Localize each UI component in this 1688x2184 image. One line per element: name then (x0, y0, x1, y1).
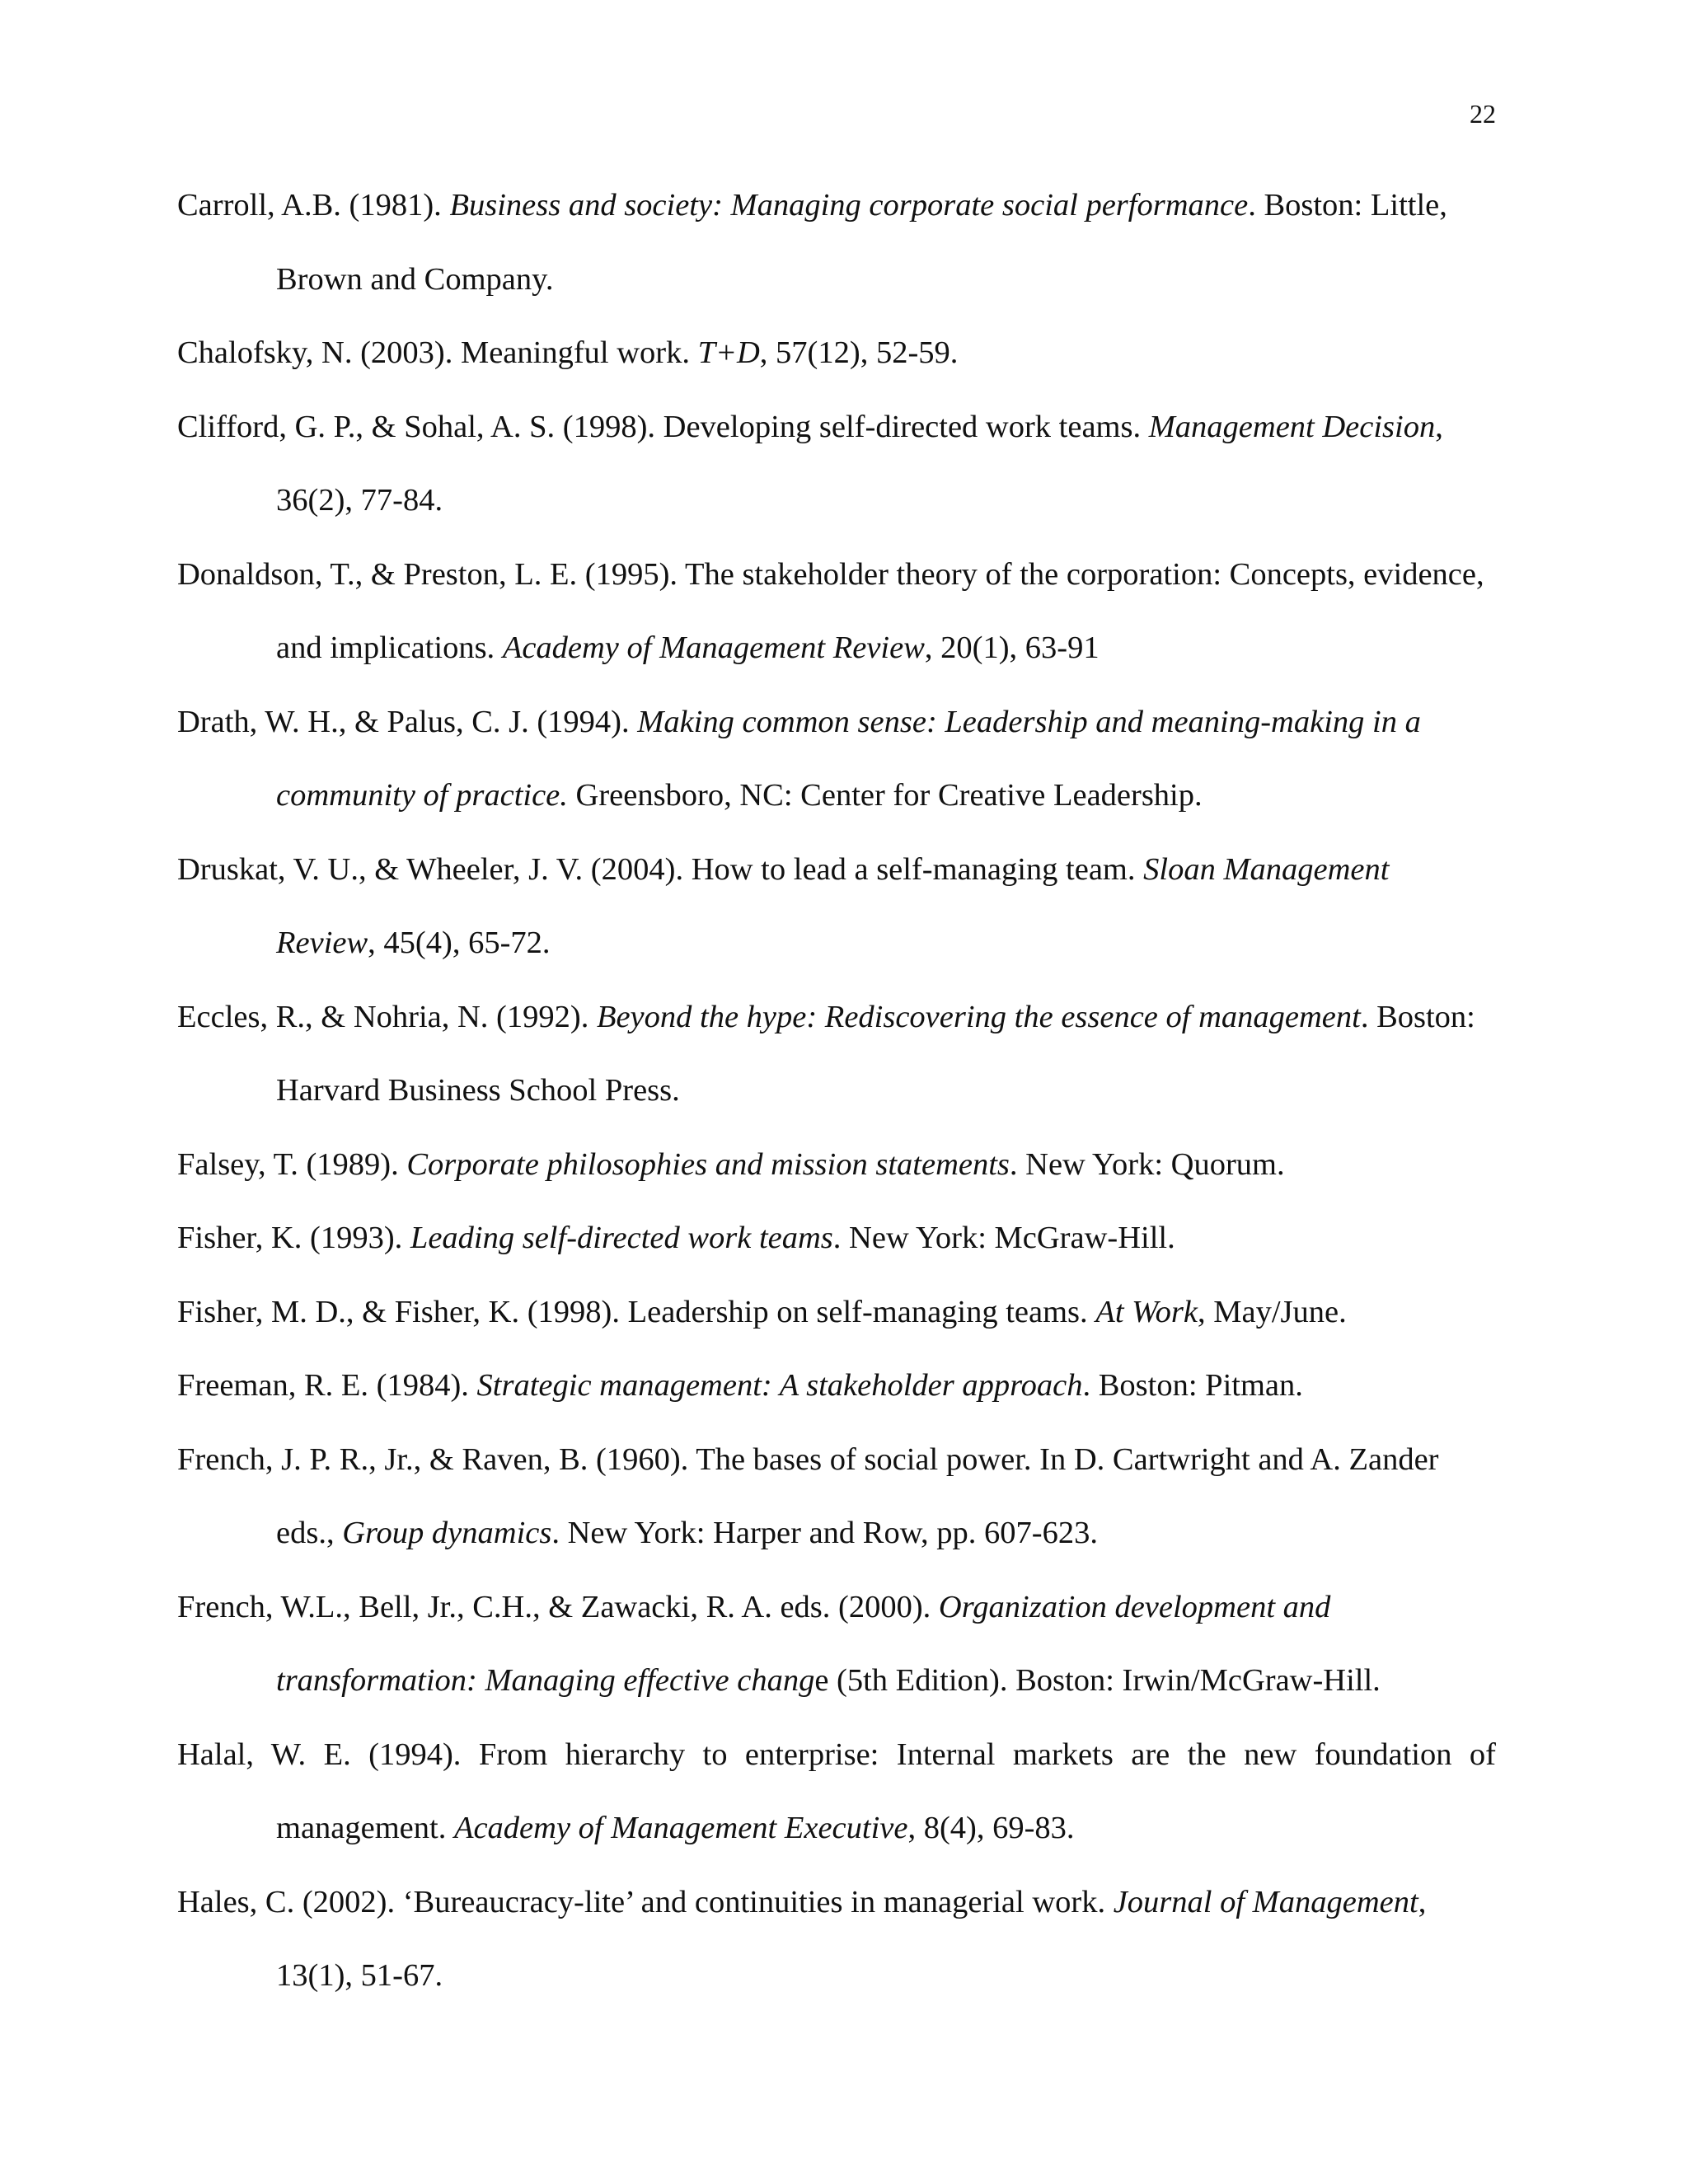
reference-entry (177, 1423, 1496, 1571)
reference-text: . Boston: Pitman. (1082, 1368, 1303, 1403)
reference-title: Corporate philosophies and mission statements (406, 1146, 1010, 1182)
reference-entry (177, 316, 1496, 391)
reference-text: . Boston: Harvard Business School Press. (276, 999, 1475, 1108)
reference-text: Drath, W. H., & Palus, C. J. (1994). (177, 704, 638, 739)
reference-title: Organization development and transformation: Managing effective chang (276, 1589, 1331, 1698)
reference-entry (177, 1349, 1496, 1423)
reference-entry (177, 1202, 1496, 1276)
reference-list (177, 169, 1496, 2013)
reference-title: At Work (1095, 1294, 1198, 1329)
reference-text: e (5th Edition). Boston: Irwin/McGraw-Hill. (814, 1663, 1381, 1698)
reference-entry (177, 833, 1496, 981)
reference-title: Leading self-directed work teams (410, 1221, 833, 1255)
reference-text: . New York: Harper and Row, pp. 607-623. (551, 1516, 1098, 1550)
reference-entry (177, 1276, 1496, 1350)
reference-text: Clifford, G. P., & Sohal, A. S. (1998). Developing self-directed work teams. (177, 409, 1149, 444)
reference-title: Management Decision (1148, 409, 1436, 444)
reference-text: Halal, W. E. (1994). From hierarchy to enterprise: Internal markets are the new foundation of management. (177, 1736, 1496, 1845)
reference-title: Strategic management: A stakeholder approach (476, 1368, 1083, 1403)
reference-text: . New York: McGraw-Hill. (832, 1221, 1175, 1255)
reference-entry (177, 169, 1496, 316)
reference-entry (177, 538, 1496, 686)
reference-text: Carroll, A.B. (1981). (177, 188, 450, 223)
reference-entry (177, 1128, 1496, 1202)
reference-text: . New York: Quorum. (1009, 1146, 1285, 1182)
reference-entry (177, 686, 1496, 833)
reference-title: Academy of Management Executive (453, 1811, 908, 1845)
page-number: 22 (1470, 99, 1496, 129)
reference-text: Chalofsky, N. (2003). Meaningful work. (177, 335, 698, 370)
reference-text: Druskat, V. U., & Wheeler, J. V. (2004). How to lead a self-managing team. (177, 851, 1144, 887)
reference-title: Making common sense: Leadership and meaning-making in a community of practice. (276, 704, 1421, 813)
reference-text: Freeman, R. E. (1984). (177, 1368, 477, 1403)
reference-title: Sloan Management Review (276, 851, 1390, 960)
reference-title: Business and society: Managing corporate social performance (449, 188, 1249, 223)
reference-entry (177, 1866, 1496, 2013)
reference-text: Fisher, M. D., & Fisher, K. (1998). Leadership on self-managing teams. (177, 1294, 1096, 1329)
reference-text: , 36(2), 77-84. (276, 409, 1443, 518)
reference-title: Academy of Management Review (502, 630, 925, 665)
reference-title: T+D (697, 335, 760, 370)
reference-text: French, W.L., Bell, Jr., C.H., & Zawacki, R. A. eds. (2000). (177, 1589, 939, 1624)
reference-text: Falsey, T. (1989). (177, 1146, 407, 1182)
reference-title: Journal of Management (1113, 1884, 1418, 1919)
reference-text: French, J. P. R., Jr., & Raven, B. (1960). The bases of social power. In D. Cartwright and A. Zander eds., (177, 1441, 1439, 1550)
reference-text: , 57(12), 52-59. (759, 335, 959, 370)
reference-text: , 13(1), 51-67. (276, 1884, 1427, 1993)
reference-text: Eccles, R., & Nohria, N. (1992). (177, 999, 597, 1034)
reference-entry (177, 1718, 1496, 1866)
reference-title: Beyond the hype: Rediscovering the essence of management (596, 999, 1361, 1034)
reference-entry (177, 391, 1496, 538)
reference-text: Greensboro, NC: Center for Creative Leadership. (567, 778, 1203, 813)
reference-text: Hales, C. (2002). ‘Bureaucracy-lite’ and continuities in managerial work. (177, 1884, 1114, 1919)
reference-text: . Boston: Little, Brown and Company. (276, 188, 1447, 297)
reference-text: Donaldson, T., & Preston, L. E. (1995). The stakeholder theory of the corporation: Concepts, evidence, and implications. (177, 556, 1484, 665)
reference-text: , 20(1), 63-91 (924, 630, 1100, 665)
reference-title: Group dynamics (342, 1516, 552, 1550)
reference-text: , 8(4), 69-83. (907, 1811, 1075, 1845)
reference-text: , May/June. (1198, 1294, 1347, 1329)
reference-text: , 45(4), 65-72. (368, 926, 551, 960)
reference-text: Fisher, K. (1993). (177, 1221, 410, 1255)
reference-entry (177, 981, 1496, 1128)
reference-entry (177, 1571, 1496, 1718)
